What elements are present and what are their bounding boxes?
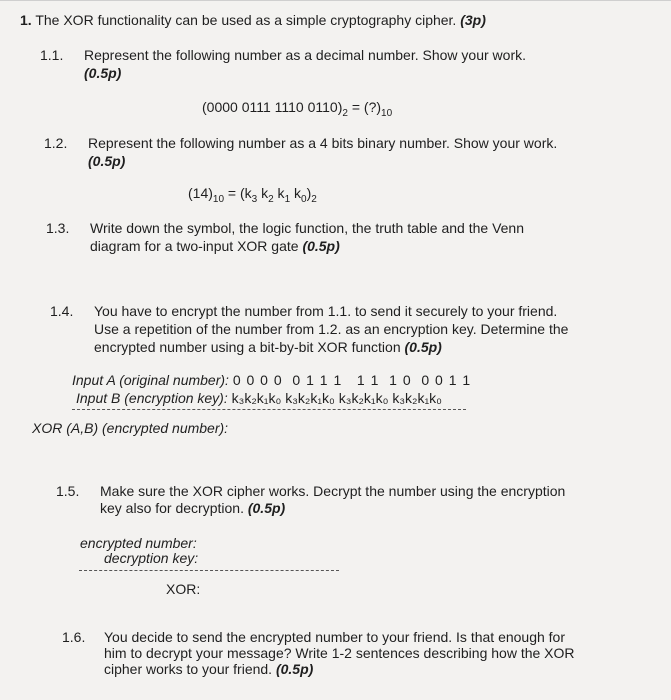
q1-1-base-10: 10 [381,107,393,119]
q1-2-number: 1.2. [44,135,68,151]
q1-1-formula-number: (0000 0111 1110 0110) [202,99,343,115]
q1-5-text-line2 [100,500,285,516]
q1-1-points: (0.5p) [84,65,122,81]
q1-3-text-line1: Write down the symbol, the logic function, the truth table and the Venn [90,220,525,236]
q1-6-text-line2: him to decrypt your message? Write 1-2 sentences describing how the XOR [104,645,575,661]
q1-6-text-line1: You decide to send the encrypted number to your friend. Is that enough for [104,629,566,645]
input-a-value: 0 0 0 0 0 1 1 1 1 1 1 0 0 0 1 1 [232,372,472,388]
encrypted-number-label: encrypted number: [80,535,197,551]
q1-2-f-open: (14) [188,185,213,201]
q1-2-f-k1: 1 [284,193,291,205]
top-edge-line [0,0,671,1]
q1-4-text-line1: You have to encrypt the number from 1.1. to send it securely to your friend. [94,303,558,319]
q1-1-number: 1.1. [40,47,64,63]
question-1-number: 1. [20,12,32,28]
q1-2-points: (0.5p) [88,153,126,169]
input-b-key: k₃k₂k₁k₀ k₃k₂k₁k₀ k₃k₂k₁k₀ k₃k₂k₁k₀ [231,390,442,406]
question-1 [20,12,486,28]
q1-1-text: Represent the following number as a decimal number. Show your work. [84,47,526,63]
decryption-key-label: decryption key: [104,550,199,566]
q1-6-line3-text: cipher works to your friend. [104,661,276,677]
question-1-points: (3p) [460,12,486,28]
q1-2-f-eq: = (k [224,185,252,201]
q1-2-text: Represent the following number as a 4 bits binary number. Show your work. [88,135,558,151]
q1-6-points: (0.5p) [275,661,314,677]
q1-2-formula [188,185,317,208]
xor-encrypted-label: XOR (A,B) (encrypted number): [32,420,229,436]
q1-2-f-k2: 2 [268,193,274,205]
q1-4-text-line2: Use a repetition of the number from 1.2. as an encryption key. Determine the [94,321,569,337]
q1-3-number: 1.3. [46,220,70,236]
q1-4-text-line3 [94,339,442,355]
q1-4-line3-text: encrypted number using a bit-by-bit XOR function [94,339,405,355]
q1-6-text-line3 [104,661,313,677]
q1-3-points: (0.5p) [302,238,340,254]
q1-2-f-k-a: k [257,185,269,201]
input-a-row [72,372,471,388]
question-1-text: The XOR functionality can be used as a simple cryptography cipher. [35,12,461,28]
decrypt-separator-line [79,570,339,571]
q1-2-f-k0: 0 [301,193,307,205]
xor-separator-line [72,409,466,410]
q1-1-formula [202,99,392,122]
input-b-row [76,390,442,406]
q1-5-line2-text: key also for decryption. [100,500,248,516]
q1-2-f-base-10: 10 [212,193,225,205]
q1-5-points: (0.5p) [247,500,286,516]
input-a-label: Input A (original number): [72,372,233,388]
q1-5-text-line1: Make sure the XOR cipher works. Decrypt the number using the encryption [100,483,566,499]
q1-1-formula-eq: = (?) [347,99,382,115]
q1-2-f-base-2: 2 [311,193,317,205]
q1-3-line2-text: diagram for a two-input XOR gate [90,238,303,254]
input-b-label: Input B (encryption key): [76,390,232,406]
q1-2-f-close: ) [306,185,312,201]
q1-6-number: 1.6. [62,629,86,645]
q1-2-f-k-c: k [290,185,302,201]
decrypt-xor-label: XOR: [166,581,201,597]
q1-4-points: (0.5p) [404,339,442,355]
q1-2-f-k3: 3 [251,193,258,205]
q1-3-text-line2 [90,238,340,254]
q1-5-number: 1.5. [56,483,80,499]
q1-1-base-2: 2 [342,107,348,119]
q1-4-number: 1.4. [50,303,74,319]
q1-2-f-k-b: k [273,185,285,201]
